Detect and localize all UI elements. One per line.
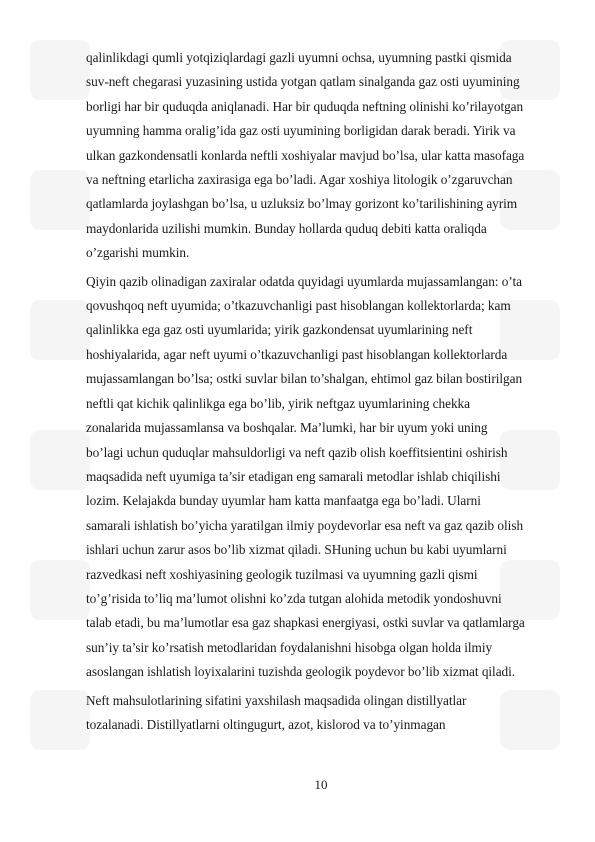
- text-line: talab etadi, bu ma’lumotlar esa gaz shapkasi energiyasi, ostki suvlar va qatlamlarga: [86, 615, 525, 631]
- text-line: mujassamlangan bo’lsa; ostki suvlar bilan to’shalgan, ehtimol gaz bilan bostirilgan: [86, 371, 523, 387]
- text-line: to’g’risida to’liq ma’lumot olishni ko’zda tutgan alohida metodik yondoshuvni: [86, 590, 502, 606]
- text-line: va neftning etarlicha zaxirasiga ega bo’ladi. Agar xoshiya litologik o’zgaruvchan: [86, 172, 513, 188]
- text-line: suv-neft chegarasi yuzasining ustida yotgan qatlam sinalganda gaz osti uyumining: [86, 74, 520, 90]
- watermark-tile: [30, 170, 90, 230]
- text-line: hoshiyalarida, agar neft uyumi o’tkazuvchanligi past hisoblangan kollektorlarda: [86, 346, 508, 362]
- text-line: asoslangan ishlatish loyixalarini tuzishda geologik poydevor bo’lib xizmat qiladi.: [86, 664, 516, 680]
- text-line: qovushqoq neft uyumida; o’tkazuvchanligi past hisoblangan kollektorlarda; kam: [86, 298, 511, 314]
- text-line: sun’iy ta’sir ko’rsatish metodlaridan foydalanishni hisobga olgan holda ilmiy: [86, 639, 493, 655]
- text-line: bo’lagi uchun quduqlar mahsuldorligi va neft qazib olish koeffitsientini oshirish: [86, 444, 508, 460]
- watermark-tile: [30, 560, 90, 620]
- watermark-tile: [30, 430, 90, 490]
- text-line: zonalarida mujassamlansa va boshqalar. Ma’lumki, har bir uyum yoki uning: [86, 420, 488, 436]
- watermark-tile: [30, 40, 90, 100]
- text-line: lozim. Kelajakda bunday uyumlar ham katta manfaatga ega bo’ladi. Ularni: [86, 493, 481, 509]
- text-line: neftli qat kichik qalinlikga ega bo’lib, yirik neftgaz uyumlarining chekka: [86, 395, 471, 411]
- text-line: maydonlarida uzilishi mumkin. Bunday hollarda quduq debiti katta oraliqda: [86, 220, 487, 236]
- watermark-tile: [30, 690, 90, 750]
- text-line: ulkan gazkondensatli konlarda neftli xoshiyalar mavjud bo’lsa, ular katta masofaga: [86, 147, 525, 163]
- text-line: qalinlikka ega gaz osti uyumlarida; yirik gazkondensat uyumlarining neft: [86, 322, 473, 338]
- paragraph: [86, 270, 558, 685]
- text-line: Neft mahsulotlarining sifatini yaxshilash maqsadida olingan distillyatlar: [86, 692, 467, 708]
- text-line: uyumning hamma oralig’ida gaz osti uyumining borligidan darak beradi. Yirik va: [86, 123, 516, 139]
- paragraph: [86, 689, 558, 738]
- text-line: qatlamlarda joylashgan bo’lsa, u uzluksiz bo’lmay gorizont ko’tarilishining ayrim: [86, 196, 518, 212]
- text-line: ishlari uchun zarur asos bo’lib xizmat qiladi. SHuning uchun bu kabi uyumlarni: [86, 542, 507, 558]
- text-line: samarali ishlatish bo’yicha yaratilgan ilmiy poydevorlar esa neft va gaz qazib olish: [86, 517, 524, 533]
- text-line: tozalanadi. Distillyatlarni oltingugurt, azot, kislorod va to’yinmagan: [86, 716, 446, 732]
- paragraph: [86, 46, 558, 266]
- text-line: o’zgarishi mumkin.: [86, 245, 190, 261]
- text-line: borligi har bir quduqda aniqlanadi. Har bir quduqda neftning olinishi ko’rilayotgan: [86, 98, 524, 114]
- text-line: Qiyin qazib olinadigan zaxiralar odatda quyidagi uyumlarda mujassamlangan: o’ta: [86, 273, 522, 289]
- page-number: 10: [314, 777, 328, 792]
- text-line: razvedkasi neft xoshiyasining geologik tuzilmasi va uyumning gazli qismi: [86, 566, 478, 582]
- text-line: qalinlikdagi qumli yotqiziqlardagi gazli uyumni ochsa, uyumning pastki qismida: [86, 50, 512, 65]
- body-text: [86, 46, 558, 737]
- watermark-tile: [30, 300, 90, 360]
- text-line: maqsadida neft uyumiga ta’sir etadigan eng samarali metodlar ishlab chiqilishi: [86, 468, 501, 484]
